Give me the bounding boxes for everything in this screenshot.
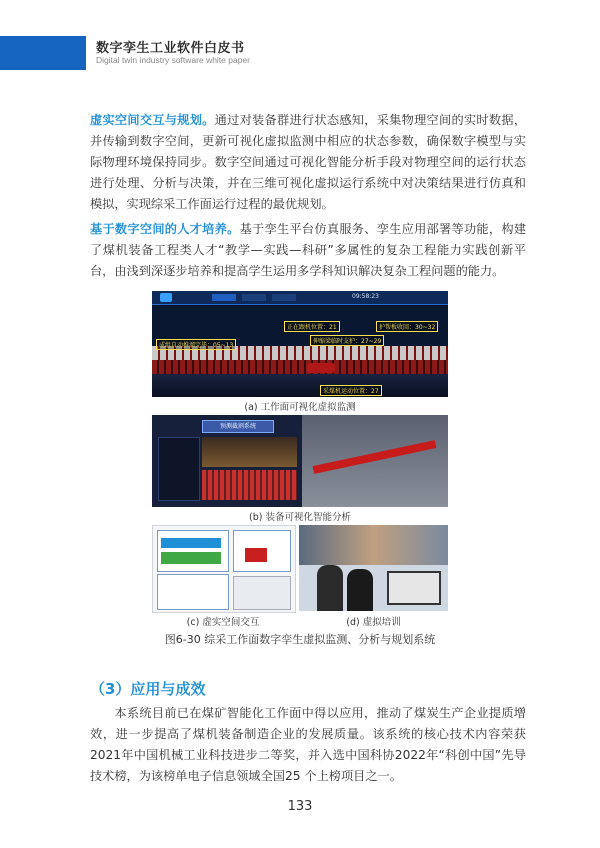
sim-panel bbox=[157, 530, 229, 572]
figure-b-analysis-image bbox=[152, 415, 448, 507]
camera-view bbox=[202, 437, 297, 467]
paragraph-highlight: 基于数字空间的人才培养。 bbox=[90, 222, 240, 236]
status-label: 采煤机运动位置：27 bbox=[320, 385, 382, 396]
tab-icon bbox=[242, 294, 266, 301]
page-number: 133 bbox=[287, 799, 313, 814]
video-wall bbox=[299, 525, 448, 565]
document-title: 数字孪生工业软件白皮书 bbox=[96, 41, 245, 56]
figure-d-caption: (d) 虚拟培训 bbox=[346, 617, 401, 628]
person-icon bbox=[347, 569, 373, 611]
monitoring-time: 09:58:23 bbox=[352, 293, 379, 300]
3d-view bbox=[302, 415, 448, 507]
side-list bbox=[158, 437, 200, 501]
tab-icon bbox=[272, 294, 296, 301]
shearer-icon bbox=[307, 363, 335, 373]
figure-c-caption: (c) 虚实空间交互 bbox=[186, 617, 260, 628]
figure-b-caption: (b) 装备可视化智能分析 bbox=[249, 512, 351, 523]
figure-d-training-photo bbox=[299, 525, 448, 611]
support-view bbox=[202, 470, 297, 500]
paragraph-talent-cultivation bbox=[90, 219, 526, 282]
monitor-icon bbox=[387, 571, 441, 605]
machine-icon bbox=[245, 548, 267, 562]
paragraph-virtual-real-interaction bbox=[90, 110, 526, 215]
tab-icon bbox=[212, 294, 236, 301]
logo-icon bbox=[160, 293, 172, 302]
sim-screen bbox=[161, 538, 221, 548]
person-icon bbox=[317, 565, 343, 611]
document-subtitle: Digital twin industry software white paper bbox=[96, 55, 251, 65]
header-color-bar bbox=[0, 36, 86, 70]
status-label: 护帮板收回：30~32 bbox=[376, 321, 438, 332]
floor bbox=[152, 374, 448, 397]
figure-a-monitoring-image bbox=[152, 291, 448, 397]
panel-title: 预测截割系统 bbox=[202, 420, 274, 433]
figure-title: 图6-30 综采工作面数字孪生虚拟监测、分析与规划系统 bbox=[164, 633, 436, 646]
figure-c-interaction-image bbox=[152, 525, 296, 613]
hardware-panel bbox=[233, 576, 291, 610]
figure-a-caption: (a) 工作面可视化虚拟监测 bbox=[244, 402, 356, 413]
paragraph-highlight: 虚实空间交互与规划。 bbox=[90, 113, 215, 127]
section-heading: （3）应用与成效 bbox=[90, 680, 206, 698]
paragraph-body: 基于孪生平台仿真服务、孪生应用部署等功能，构建了煤机装备工程类人才“教学—实践—科研”多属性的复杂工程能力实践创新平台，由浅到深逐步培养和提高学生运用多学科知识解决复杂工程问题的能力。 bbox=[90, 222, 527, 278]
model-panel bbox=[157, 574, 229, 610]
monitoring-topbar bbox=[152, 291, 448, 305]
sim-scene bbox=[161, 552, 221, 564]
status-label: 正在跟机位置：21 bbox=[284, 321, 340, 332]
section-paragraph: 本系统目前已在煤矿智能化工作面中得以应用，推动了煤炭生产企业提质增效，进一步提高了煤机装备制造企业的发展质量。该系统的核心技术内容荣获2021年中国机械工业科技进步二等奖，并入选中国科协2022年“科创中国”先导技术榜，为该榜单电子信息领域全国25 个上榜项目之一。 bbox=[90, 706, 526, 783]
status-label: 成组自动推溜完毕：05~13 bbox=[156, 339, 236, 350]
conveyor-row bbox=[152, 360, 448, 374]
status-label: 伸缩梁临时支护：27~29 bbox=[310, 335, 384, 346]
paragraph-body: 通过对装备群进行状态感知，采集物理空间的实时数据，并传输到数字空间，更新可视化虚拟监测中相应的状态参数，确保数字模型与实际物理环境保持同步。数字空间通过可视化智能分析手段对物理空间的运行状态进行处理、分析与决策，并在三维可视化虚拟运行系统中对决策结果进行仿真和模拟，实现综采工作面运行过程的最优规划。 bbox=[90, 113, 527, 211]
